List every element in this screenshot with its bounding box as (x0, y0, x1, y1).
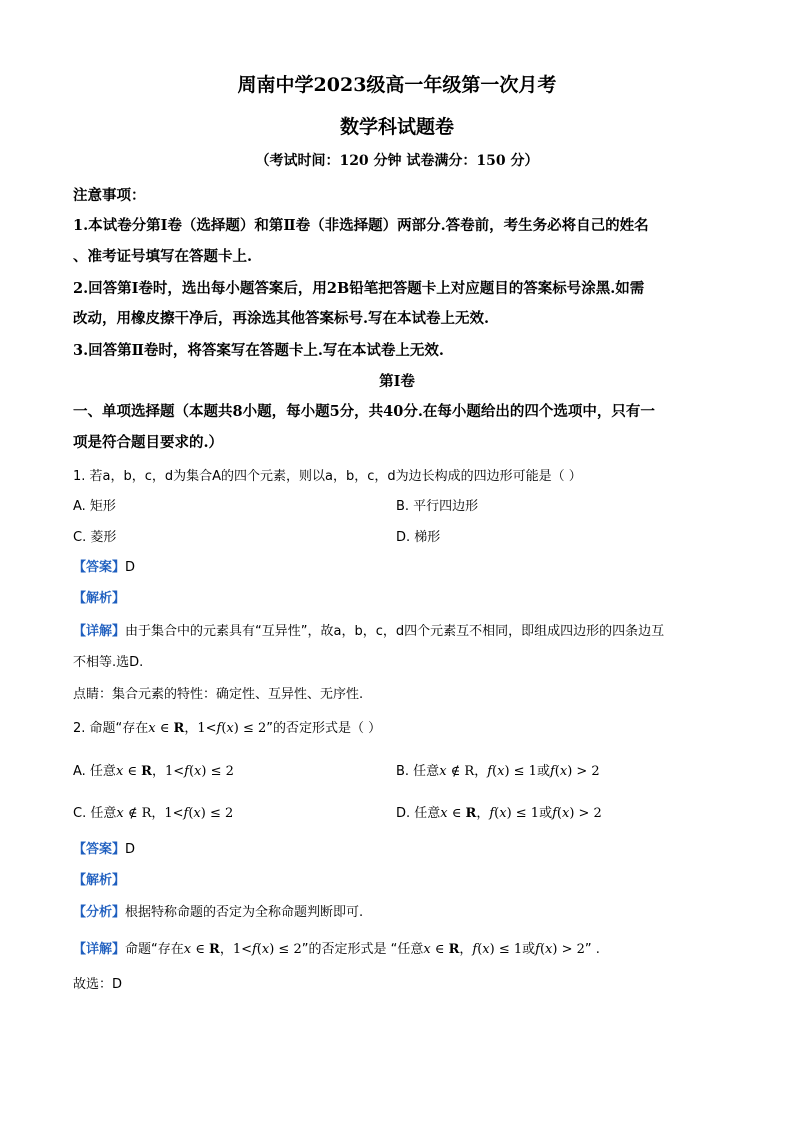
q2-option-c: C. 任意x ∉ R，1<f(x) ≤ 2 (73, 806, 234, 821)
notes-heading: 注意事项： (73, 187, 146, 204)
q2-answer-value: D (125, 842, 136, 857)
math-expr: x (115, 764, 124, 779)
q1-option-c: C. 菱形 (73, 530, 117, 545)
q1-detail-line-1 (73, 620, 664, 639)
q1-comment: 点睛：集合元素的特性：确定性、互异性、无序性. (73, 687, 364, 702)
q2-stem-pre: 2. 命题“存在 (73, 721, 149, 736)
math-expr: x (116, 806, 124, 821)
note-2-line-2: 改动，用橡皮擦干净后，再涂选其他答案标号.写在本试卷上无效. (73, 310, 490, 327)
q2-answer-tag: 【答案】 (73, 842, 126, 857)
q2-stem-post: ”的否定形式是（ ） (266, 721, 382, 736)
note-3-line-1: 3.回答第Ⅱ卷时，将答案写在答题卡上.写在本试卷上无效. (73, 342, 444, 359)
q2-detail: 【详解】命题“存在x ∈ R，1<f(x) ≤ 2”的否定形式是 “任意x ∈ R，f(x) ≤ 1或f(x) > 2” . (73, 942, 600, 957)
exam-subtitle: 数学科试题卷 (339, 116, 454, 138)
q2-analysis-tag: 【解析】 (73, 873, 126, 888)
math-expr: x (440, 806, 448, 821)
q1-option-b: B. 平行四边形 (396, 499, 479, 514)
q1-answer-tag: 【答案】 (73, 560, 126, 575)
q1-analysis-tag: 【解析】 (73, 591, 126, 606)
exam-title: 周南中学2023级高一年级第一次月考 (237, 74, 557, 96)
q1-answer-value: D (125, 560, 136, 575)
volume-heading: 第Ⅰ卷 (379, 373, 415, 390)
q2-fenxi-text: 根据特称命题的否定为全称命题判断即可. (125, 905, 364, 920)
q2-analysis (73, 869, 125, 888)
q2-option-d: D. 任意x ∈ R，f(x) ≤ 1或f(x) > 2 (396, 806, 602, 821)
q2-answer (73, 838, 135, 857)
note-1-line-2: 、准考证号填写在答题卡上. (73, 248, 253, 265)
q2-stem: 2. 命题“存在x ∈ R，1<f(x) ≤ 2”的否定形式是（ ） (73, 721, 382, 736)
q1-analysis (73, 587, 125, 606)
q1-detail-tag: 【详解】 (73, 624, 126, 639)
part-heading-line-1: 一、单项选择题（本题共8小题，每小题5分，共40分.在每小题给出的四个选项中，只有一 (73, 403, 655, 420)
q1-option-d: D. 梯形 (396, 530, 441, 545)
math-expr: x (439, 764, 447, 779)
note-2-line-1: 2.回答第Ⅰ卷时，选出每小题答案后，用2B铅笔把答题卡上对应题目的答案标号涂黑.如需 (73, 280, 645, 297)
q1-detail-line-2: 不相等.选D. (73, 655, 144, 670)
note-1-line-1: 1.本试卷分第Ⅰ卷（选择题）和第Ⅱ卷（非选择题）两部分.答卷前，考生务必将自己的姓名 (73, 217, 649, 234)
q2-option-a: A. 任意x ∈ R，1<f(x) ≤ 2 (73, 764, 234, 779)
q2-conclusion: 故选：D (73, 977, 123, 992)
q1-answer (73, 556, 135, 575)
exam-info: （考试时间：120 分钟 试卷满分：150 分） (255, 153, 539, 169)
math-expr: x (183, 942, 192, 957)
q2-detail-tag: 【详解】 (73, 942, 126, 957)
q2-fenxi-tag: 【分析】 (73, 905, 126, 920)
q2-fenxi (73, 901, 363, 920)
q1-detail-text-1: 由于集合中的元素具有“互异性”，故a，b，c，d四个元素互不相同，即组成四边形的四条边互 (125, 624, 665, 639)
part-heading-line-2: 项是符合题目要求的.） (73, 434, 224, 451)
q2-option-b: B. 任意x ∉ R，f(x) ≤ 1或f(x) > 2 (396, 764, 600, 779)
q1-option-a: A. 矩形 (73, 499, 116, 514)
math-expr: x (148, 721, 156, 736)
q1-stem: 1. 若a，b，c，d为集合A的四个元素，则以a，b，c，d为边长构成的四边形可能是（ ） (73, 469, 582, 484)
